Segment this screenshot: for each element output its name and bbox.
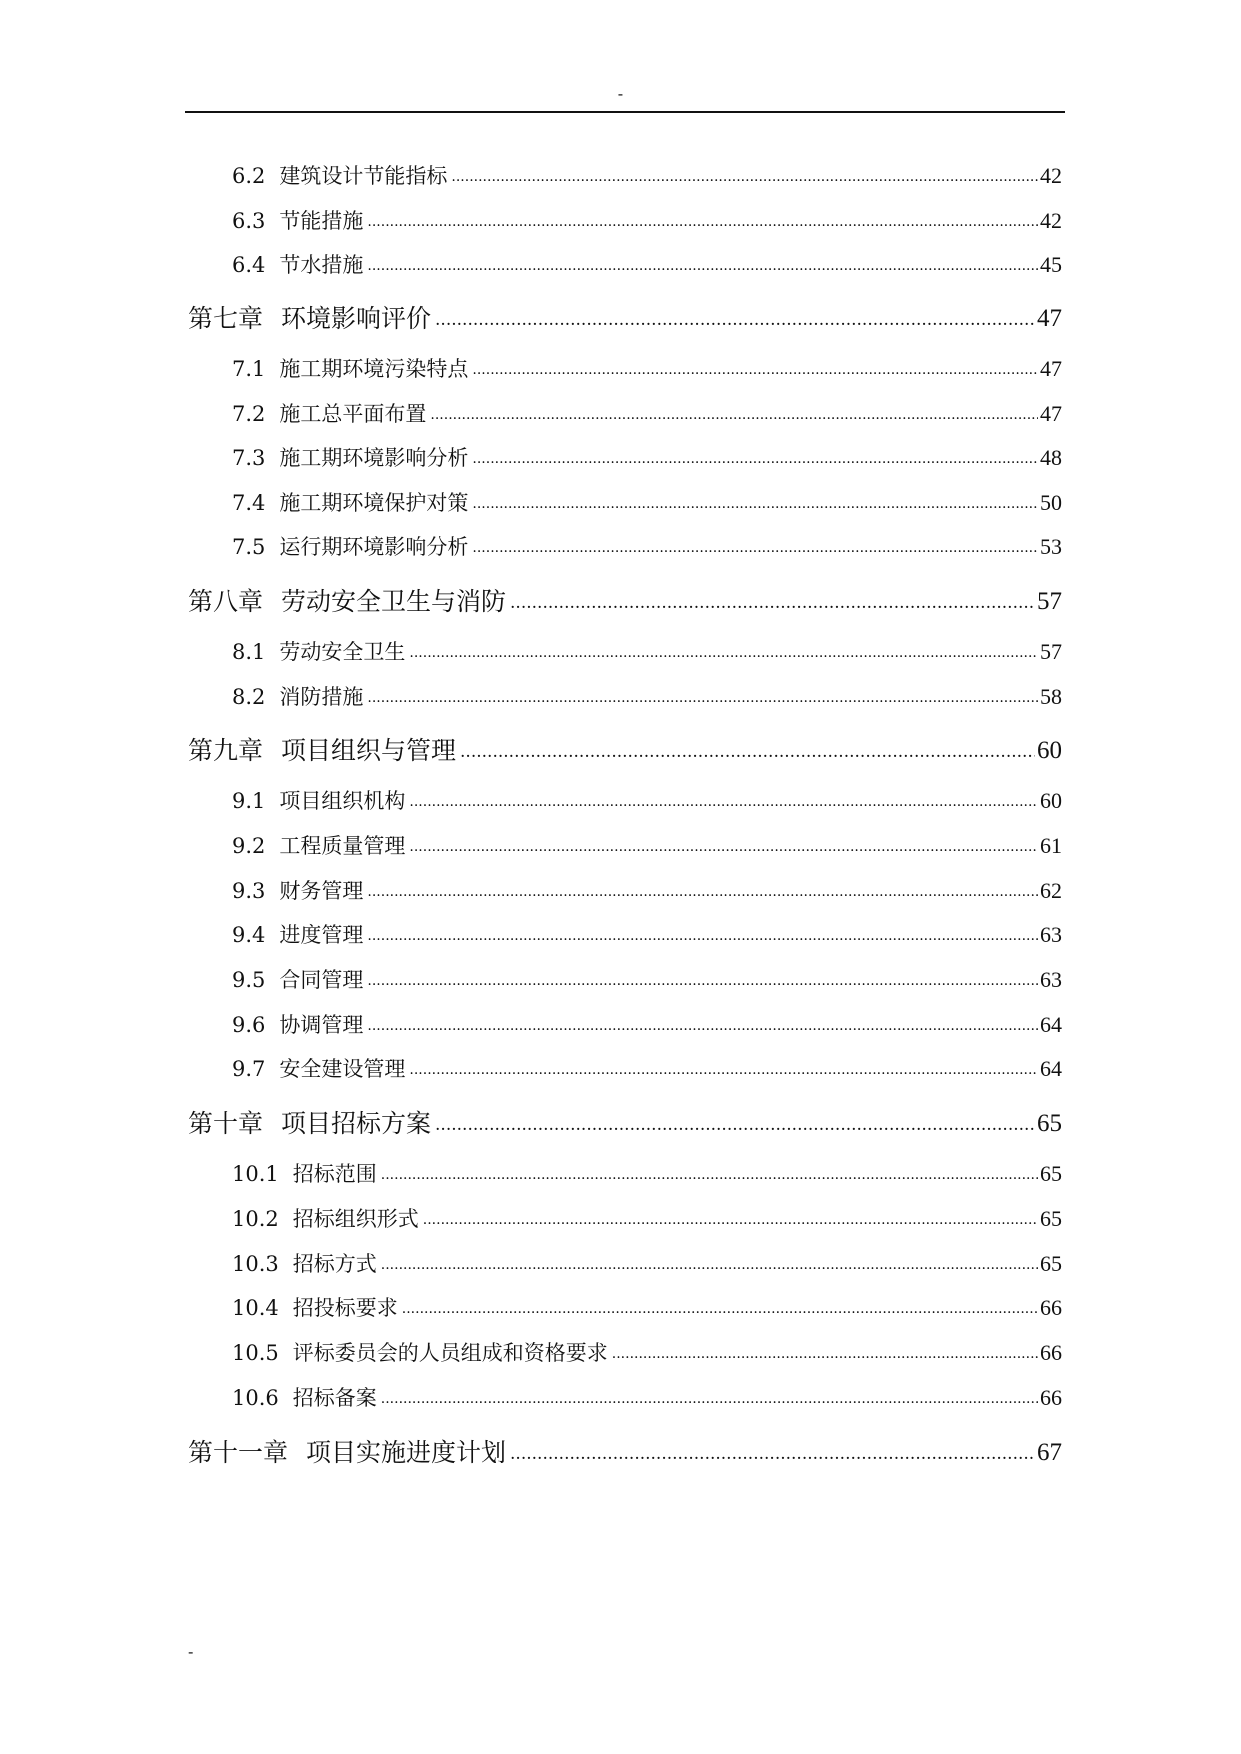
toc-page-number: 61 bbox=[1040, 833, 1062, 858]
toc-dot-leader bbox=[423, 1205, 1038, 1233]
toc-dot-leader bbox=[435, 1108, 1035, 1140]
toc-section-entry[interactable] bbox=[232, 162, 1062, 190]
toc-entry-title: 项目组织机构 bbox=[279, 789, 406, 813]
toc-entry-title: 招标组织形式 bbox=[292, 1207, 419, 1231]
toc-page-number: 47 bbox=[1040, 356, 1062, 381]
toc-dot-leader bbox=[402, 1294, 1038, 1322]
toc-section-entry[interactable] bbox=[232, 787, 1062, 815]
toc-section-entry[interactable] bbox=[232, 533, 1062, 561]
toc-entry-title: 项目实施进度计划 bbox=[306, 1438, 507, 1467]
toc-dot-leader bbox=[381, 1250, 1038, 1278]
toc-section-entry[interactable] bbox=[232, 1055, 1062, 1083]
toc-entry-number: 10.6 bbox=[232, 1386, 279, 1410]
toc-page-number: 57 bbox=[1037, 588, 1062, 615]
toc-entry-number: 9.2 bbox=[232, 834, 266, 858]
toc-page-number: 60 bbox=[1037, 737, 1062, 764]
toc-entry-title: 安全建设管理 bbox=[279, 1057, 406, 1081]
toc-section-entry[interactable] bbox=[232, 1160, 1062, 1188]
toc-dot-leader bbox=[510, 586, 1035, 618]
toc-page-number: 65 bbox=[1040, 1206, 1062, 1231]
toc-entry-number: 第八章 bbox=[188, 587, 264, 616]
footer-mark: - bbox=[188, 1642, 194, 1661]
toc-dot-leader bbox=[409, 787, 1038, 815]
toc-dot-leader bbox=[367, 1011, 1038, 1039]
toc-dot-leader bbox=[612, 1339, 1038, 1367]
toc-entry-title: 施工期环境影响分析 bbox=[279, 446, 469, 470]
toc-entry-number: 6.2 bbox=[232, 164, 266, 188]
toc-chapter-entry[interactable] bbox=[188, 1108, 1062, 1140]
toc-entry-title: 施工期环境保护对策 bbox=[279, 491, 469, 515]
toc-entry-number: 8.1 bbox=[232, 640, 266, 664]
toc-entry-number: 第九章 bbox=[188, 736, 264, 765]
toc-entry-number: 9.6 bbox=[232, 1013, 266, 1037]
toc-page-number: 66 bbox=[1040, 1340, 1062, 1365]
toc-entry-number: 9.7 bbox=[232, 1057, 266, 1081]
toc-dot-leader bbox=[367, 207, 1038, 235]
toc-entry-title: 节能措施 bbox=[279, 209, 364, 233]
toc-page-number: 58 bbox=[1040, 684, 1062, 709]
toc-dot-leader bbox=[367, 877, 1038, 905]
toc-section-entry[interactable] bbox=[232, 355, 1062, 383]
toc-entry-number: 10.1 bbox=[232, 1162, 279, 1186]
toc-page-number: 67 bbox=[1037, 1439, 1062, 1466]
toc-entry-title: 财务管理 bbox=[279, 879, 364, 903]
toc-entry-number: 7.3 bbox=[232, 446, 266, 470]
toc-entry-number: 10.3 bbox=[232, 1252, 279, 1276]
toc-page-number: 45 bbox=[1040, 252, 1062, 277]
toc-dot-leader bbox=[367, 966, 1038, 994]
toc-entry-number: 10.4 bbox=[232, 1296, 279, 1320]
toc-section-entry[interactable] bbox=[232, 1250, 1062, 1278]
toc-dot-leader bbox=[435, 303, 1035, 335]
toc-page-number: 63 bbox=[1040, 967, 1062, 992]
toc-page-number: 57 bbox=[1040, 639, 1062, 664]
toc-chapter-entry[interactable] bbox=[188, 735, 1062, 767]
toc-section-entry[interactable] bbox=[232, 207, 1062, 235]
toc-chapter-entry[interactable] bbox=[188, 586, 1062, 618]
toc-entry-title: 环境影响评价 bbox=[281, 304, 432, 333]
toc-dot-leader bbox=[472, 489, 1038, 517]
toc-entry-title: 协调管理 bbox=[279, 1013, 364, 1037]
toc-entry-number: 第七章 bbox=[188, 304, 264, 333]
toc-page-number: 47 bbox=[1040, 401, 1062, 426]
toc-page-number: 66 bbox=[1040, 1295, 1062, 1320]
toc-page-number: 66 bbox=[1040, 1385, 1062, 1410]
toc-section-entry[interactable] bbox=[232, 638, 1062, 666]
toc-entry-number: 9.1 bbox=[232, 789, 266, 813]
toc-entry-title: 运行期环境影响分析 bbox=[279, 535, 469, 559]
toc-page-number: 42 bbox=[1040, 208, 1062, 233]
toc-dot-leader bbox=[510, 1437, 1035, 1469]
toc-entry-title: 劳动安全卫生 bbox=[279, 640, 406, 664]
toc-section-entry[interactable] bbox=[232, 921, 1062, 949]
toc-page-number: 50 bbox=[1040, 490, 1062, 515]
toc-entry-title: 招标备案 bbox=[292, 1386, 377, 1410]
toc-page-number: 62 bbox=[1040, 878, 1062, 903]
toc-section-entry[interactable] bbox=[232, 832, 1062, 860]
toc-entry-title: 施工期环境污染特点 bbox=[279, 357, 469, 381]
toc-page-number: 64 bbox=[1040, 1012, 1062, 1037]
toc-section-entry[interactable] bbox=[232, 1011, 1062, 1039]
toc-page-number: 53 bbox=[1040, 534, 1062, 559]
toc-page-number: 60 bbox=[1040, 788, 1062, 813]
header-mark: - bbox=[617, 84, 624, 103]
toc-section-entry[interactable] bbox=[232, 444, 1062, 472]
toc-page-number: 65 bbox=[1037, 1110, 1062, 1137]
toc-section-entry[interactable] bbox=[232, 966, 1062, 994]
toc-dot-leader bbox=[472, 444, 1038, 472]
toc-entry-number: 第十章 bbox=[188, 1109, 264, 1138]
toc-dot-leader bbox=[409, 638, 1038, 666]
toc-entry-title: 施工总平面布置 bbox=[279, 402, 427, 426]
toc-entry-title: 招标方式 bbox=[292, 1252, 377, 1276]
toc-dot-leader bbox=[367, 683, 1038, 711]
toc-entry-title: 项目招标方案 bbox=[281, 1109, 432, 1138]
toc-page-number: 47 bbox=[1037, 305, 1062, 332]
toc-entry-number: 9.3 bbox=[232, 879, 266, 903]
toc-page-number: 65 bbox=[1040, 1161, 1062, 1186]
toc-section-entry[interactable] bbox=[232, 489, 1062, 517]
toc-chapter-entry[interactable] bbox=[188, 1437, 1062, 1469]
toc-entry-number: 7.4 bbox=[232, 491, 266, 515]
toc-section-entry[interactable] bbox=[232, 877, 1062, 905]
toc-section-entry[interactable] bbox=[232, 1384, 1062, 1412]
toc-dot-leader bbox=[381, 1384, 1038, 1412]
toc-section-entry[interactable] bbox=[232, 400, 1062, 428]
toc-section-entry[interactable] bbox=[232, 1294, 1062, 1322]
toc-dot-leader bbox=[409, 832, 1038, 860]
toc-entry-number: 10.2 bbox=[232, 1207, 279, 1231]
toc-section-entry[interactable] bbox=[232, 683, 1062, 711]
toc-dot-leader bbox=[472, 533, 1038, 561]
toc-entry-number: 6.4 bbox=[232, 253, 266, 277]
toc-entry-number: 9.5 bbox=[232, 968, 266, 992]
toc-page-number: 64 bbox=[1040, 1056, 1062, 1081]
toc-chapter-entry[interactable] bbox=[188, 303, 1062, 335]
toc-dot-leader bbox=[367, 921, 1038, 949]
toc-entry-title: 项目组织与管理 bbox=[281, 736, 457, 765]
toc-entry-number: 第十一章 bbox=[188, 1438, 289, 1467]
toc-entry-title: 节水措施 bbox=[279, 253, 364, 277]
toc-entry-title: 招标范围 bbox=[292, 1162, 377, 1186]
toc-section-entry[interactable] bbox=[232, 1205, 1062, 1233]
toc-dot-leader bbox=[460, 735, 1035, 767]
toc-dot-leader bbox=[409, 1055, 1038, 1083]
toc-page-number: 63 bbox=[1040, 922, 1062, 947]
toc-dot-leader bbox=[430, 400, 1038, 428]
toc-dot-leader bbox=[367, 251, 1038, 279]
toc-entry-title: 进度管理 bbox=[279, 923, 364, 947]
toc-section-entry[interactable] bbox=[232, 1339, 1062, 1367]
toc-page-number: 48 bbox=[1040, 445, 1062, 470]
toc-dot-leader bbox=[451, 162, 1038, 190]
toc-page-number: 42 bbox=[1040, 163, 1062, 188]
toc-entry-title: 招投标要求 bbox=[292, 1296, 398, 1320]
toc-entry-number: 10.5 bbox=[232, 1341, 279, 1365]
toc-dot-leader bbox=[381, 1160, 1038, 1188]
toc-entry-title: 合同管理 bbox=[279, 968, 364, 992]
toc-entry-number: 7.5 bbox=[232, 535, 266, 559]
toc-entry-title: 评标委员会的人员组成和资格要求 bbox=[292, 1341, 608, 1365]
toc-entry-title: 建筑设计节能指标 bbox=[279, 164, 448, 188]
toc-section-entry[interactable] bbox=[232, 251, 1062, 279]
toc-entry-title: 劳动安全卫生与消防 bbox=[281, 587, 507, 616]
toc-entry-title: 工程质量管理 bbox=[279, 834, 406, 858]
toc-entry-number: 6.3 bbox=[232, 209, 266, 233]
toc-page-number: 65 bbox=[1040, 1251, 1062, 1276]
toc-entry-number: 9.4 bbox=[232, 923, 266, 947]
toc-entry-number: 7.2 bbox=[232, 402, 266, 426]
toc-entry-title: 消防措施 bbox=[279, 685, 364, 709]
toc-dot-leader bbox=[472, 355, 1038, 383]
toc-entry-number: 7.1 bbox=[232, 357, 266, 381]
toc-entry-number: 8.2 bbox=[232, 685, 266, 709]
